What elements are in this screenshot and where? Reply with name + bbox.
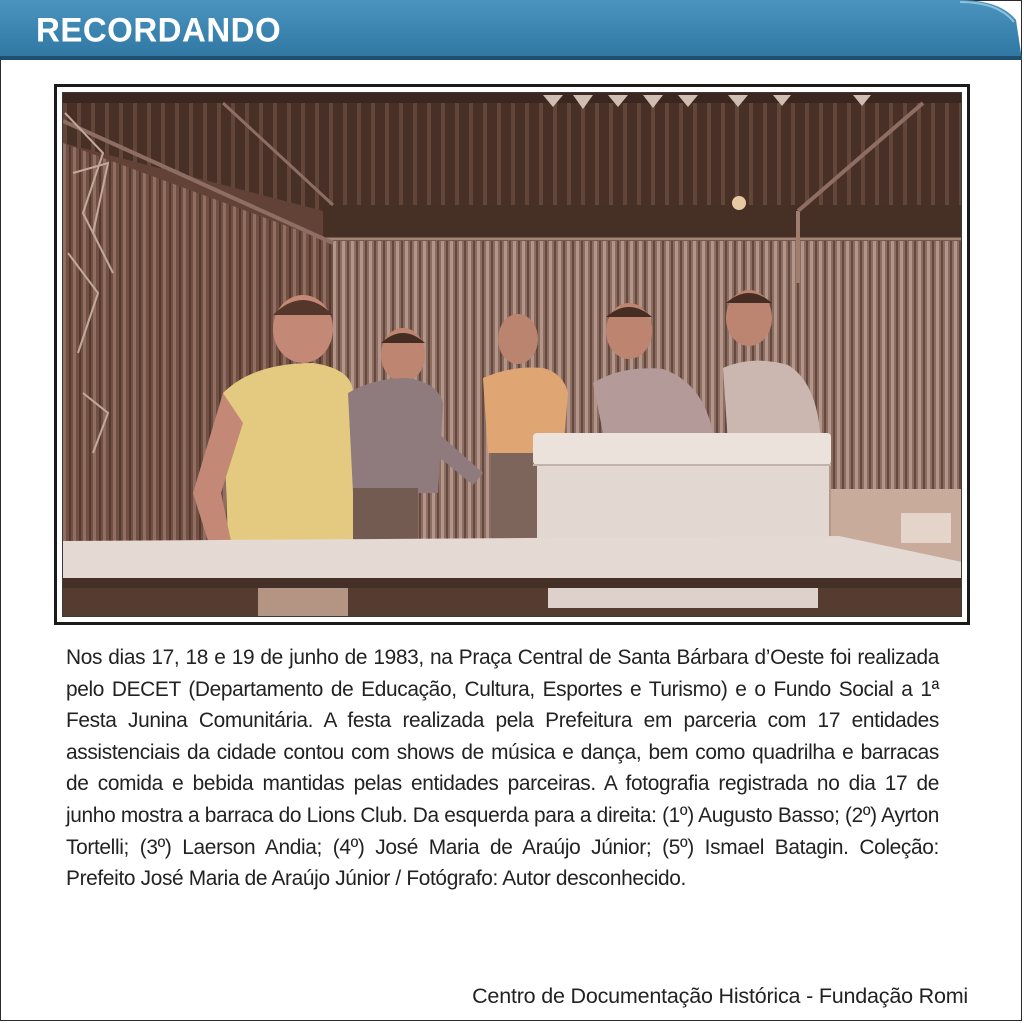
section-header [0, 0, 1024, 60]
photo-caption: Nos dias 17, 18 e 19 de junho de 1983, na Praça Central de Santa Bárbara d’Oeste foi realizada pelo DECET (Departamento de Educação, Cultura, Esportes e Turismo) e o Fundo Social a 1ª Festa Junina Comunitária. A festa realizada pela Prefeitura em parceria com 17 entidades assistenciais da cidade contou com shows de música e dança, bem como quadrilha e barracas de comida e bebida mantidas pelas entidades parceiras. A fotografia registrada no dia 17 de junho mostra a barraca do Lions Club. Da esquerda para a direita: (1º) Augusto Basso; (2º) Ayrton Tortelli; (3º) Laerson Andia; (4º) José Maria de Araújo Júnior; (5º) Ismael Batagin. Coleção: Prefeito José Maria de Araújo Júnior / Fotógrafo: Autor desconhecido. [66, 645, 939, 891]
section-title: RECORDANDO [36, 10, 282, 49]
sepia-photo-illustration [63, 93, 962, 617]
photo-credit: Centro de Documentação Histórica - Fundação Romi [472, 984, 968, 1008]
photo-frame [54, 84, 970, 625]
historical-photograph [62, 92, 962, 617]
